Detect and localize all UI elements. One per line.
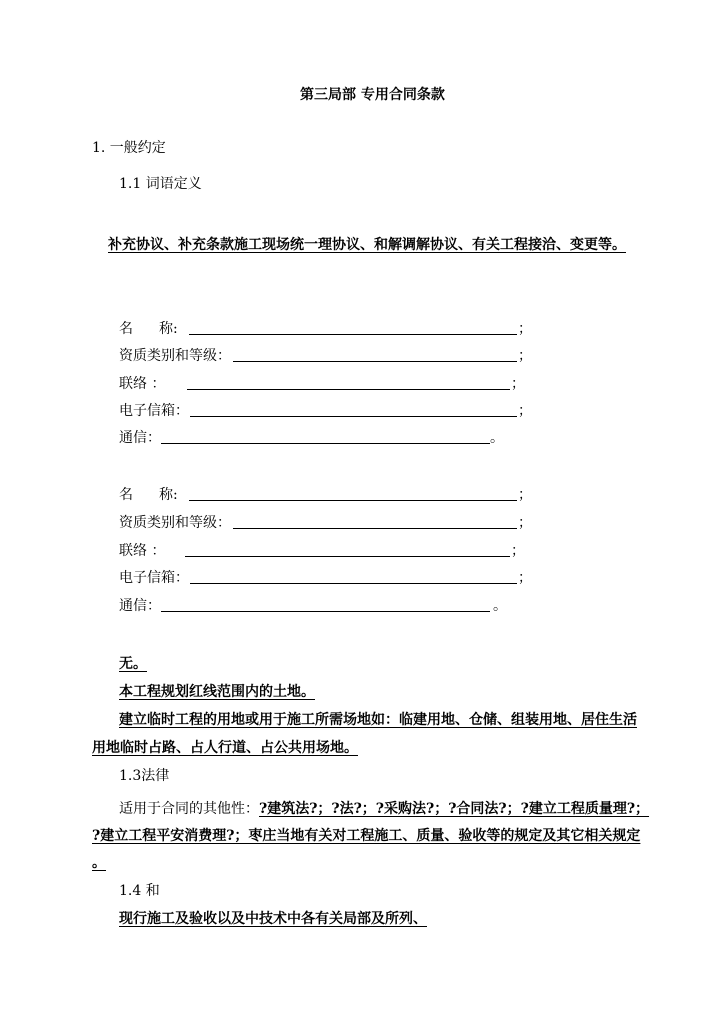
address-label: 通信： xyxy=(119,430,161,446)
standards-text: 现行施工及验收以及中技术中各有关局部及所列、 xyxy=(119,911,427,927)
name-field-end: ； xyxy=(518,321,532,337)
name-field-row xyxy=(0,486,720,508)
name-label-char2: 称: xyxy=(159,487,178,503)
contact-field-end: ； xyxy=(511,376,525,392)
contact-field-row xyxy=(0,542,720,564)
address-label: 通信： xyxy=(119,598,161,614)
email-label: 电子信箱： xyxy=(119,403,189,419)
name-field-end: ； xyxy=(518,487,532,503)
address-field-end: 。 xyxy=(493,598,507,614)
qualification-label: 资质类别和等级： xyxy=(119,515,231,531)
subsection-heading-standards: 1.4 和 xyxy=(119,883,160,899)
contact-label: 联络 ： xyxy=(119,376,166,392)
applicable-laws-line3: 。 xyxy=(92,855,106,871)
applicable-laws-list: ?建筑法?；?法?；?采购法?；?合同法?；?建立工程质量理?； xyxy=(259,801,650,817)
qualification-field-end: ； xyxy=(518,515,532,531)
email-field-row xyxy=(0,569,720,591)
qualification-field-end: ； xyxy=(518,348,532,364)
qualification-input-line[interactable] xyxy=(233,361,517,362)
applicable-laws-line1 xyxy=(119,800,649,818)
email-input-line[interactable] xyxy=(190,416,517,417)
contact-field-row xyxy=(0,375,720,397)
email-field-end: ； xyxy=(518,570,532,586)
supplement-agreements-text: 补充协议、补充条款施工现场统一理协议、和解调解协议、有关工程接洽、变更等。 xyxy=(108,237,626,253)
name-input-line[interactable] xyxy=(189,334,517,335)
email-field-row xyxy=(0,402,720,424)
name-label-char1: 名 xyxy=(119,321,133,337)
subsection-heading-definitions: 1.1 词语定义 xyxy=(119,176,202,192)
address-field-row xyxy=(0,597,720,619)
page-title: 第三局部 专用合同条款 xyxy=(300,87,445,103)
name-label-char1: 名 xyxy=(119,487,133,503)
applicable-laws-line2: ?建立工程平安消费理?；枣庄当地有关对工程施工、质量、验收等的规定及其它相关规定 xyxy=(92,828,641,844)
qualification-input-line[interactable] xyxy=(233,528,517,529)
qualification-field-row xyxy=(0,514,720,536)
address-field-end: 。 xyxy=(490,430,504,446)
name-field-row xyxy=(0,320,720,342)
qualification-label: 资质类别和等级： xyxy=(119,348,231,364)
construction-land-text: 本工程规划红线范围内的土地。 xyxy=(119,684,315,700)
none-text: 无。 xyxy=(119,656,147,672)
qualification-field-row xyxy=(0,347,720,369)
address-input-line[interactable] xyxy=(161,611,490,612)
temporary-land-text-line1: 建立临时工程的用地或用于施工所需场地如：临建用地、仓储、组装用地、居住生活 xyxy=(119,712,637,728)
address-input-line[interactable] xyxy=(161,443,490,444)
contact-input-line[interactable] xyxy=(185,556,510,557)
name-input-line[interactable] xyxy=(189,500,517,501)
name-label-char2: 称: xyxy=(159,321,178,337)
subsection-heading-law: 1.3法律 xyxy=(119,768,170,784)
applicable-laws-prefix: 适用于合同的其他性： xyxy=(119,801,259,817)
contact-field-end: ； xyxy=(511,543,525,559)
contact-input-line[interactable] xyxy=(187,389,510,390)
contact-label: 联络 ： xyxy=(119,543,166,559)
email-input-line[interactable] xyxy=(190,583,517,584)
address-field-row xyxy=(0,429,720,451)
temporary-land-text-line2: 用地临时占路、占人行道、占公共用场地。 xyxy=(92,740,358,756)
section-heading-general: 1. 一般约定 xyxy=(92,140,166,156)
email-field-end: ； xyxy=(518,403,532,419)
email-label: 电子信箱： xyxy=(119,570,189,586)
